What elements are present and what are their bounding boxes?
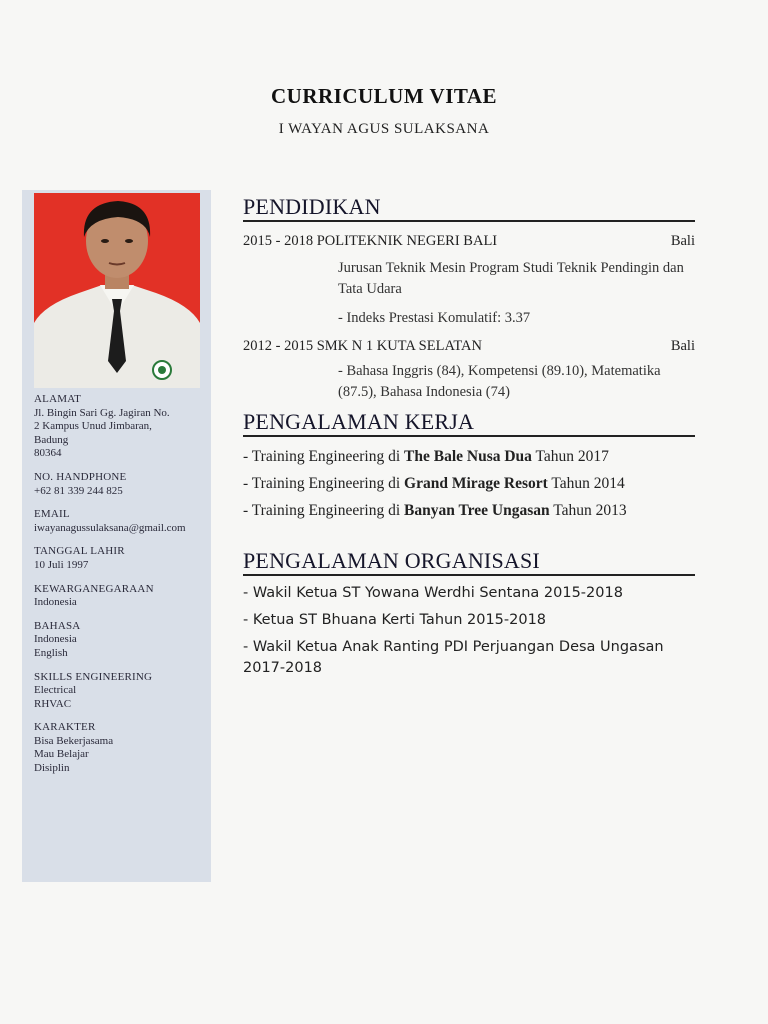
work-prefix: - Training Engineering di (243, 502, 405, 519)
main-content (243, 190, 695, 679)
education-detail: Jurusan Teknik Mesin Program Studi Teknik Pendingin dan Tata Udara (338, 260, 684, 297)
character-label: KARAKTER (34, 721, 96, 734)
education-school-line (243, 337, 482, 355)
skills-value: Electrical (34, 684, 77, 697)
work-suffix: Tahun 2013 (549, 502, 627, 519)
phone-label: NO. HANDPHONE (34, 470, 127, 483)
skills-label: SKILLS ENGINEERING (34, 670, 153, 683)
organization-heading: PENGALAMAN ORGANISASI (243, 548, 695, 576)
work-heading: PENGALAMAN KERJA (243, 409, 695, 437)
language-value: English (34, 646, 68, 659)
work-place: Banyan Tree Ungasan (404, 502, 550, 519)
education-detail: - Indeks Prestasi Komulatif: 3.37 (338, 310, 531, 326)
character-value: Disiplin (34, 762, 70, 775)
education-school: SMK N 1 KUTA SELATAN (316, 338, 482, 354)
character-block (34, 721, 209, 775)
birth-value: 10 Juli 1997 (34, 558, 89, 571)
skills-value: RHVAC (34, 697, 72, 710)
education-period: 2015 - 2018 (243, 233, 314, 249)
education-location: Bali (670, 338, 695, 354)
language-value: Indonesia (34, 633, 77, 646)
phone-value: +62 81 339 244 825 (34, 484, 123, 497)
education-heading: PENDIDIKAN (243, 194, 695, 222)
person-portrait-icon (34, 193, 200, 388)
education-period: 2012 - 2015 (243, 338, 314, 354)
work-prefix: - Training Engineering di (243, 475, 405, 492)
education-location: Bali (670, 233, 695, 249)
work-place: Grand Mirage Resort (404, 475, 548, 492)
profile-photo (34, 193, 200, 388)
education-school: POLITEKNIK NEGERI BALI (316, 233, 498, 249)
citizenship-label: KEWARGANEGARAAN (34, 582, 154, 595)
character-value: Mau Belajar (34, 748, 89, 761)
personal-info (34, 393, 209, 786)
address-block (34, 393, 209, 461)
work-section (243, 409, 695, 521)
language-label: BAHASA (34, 619, 81, 632)
organization-item: - Wakil Ketua ST Yowana Werdhi Sentana 2015-2018 (243, 585, 623, 601)
work-place: The Bale Nusa Dua (404, 448, 532, 465)
person-name: I WAYAN AGUS SULAKSANA (278, 121, 490, 137)
organization-item: - Wakil Ketua Anak Ranting PDI Perjuangan Desa Ungasan 2017-2018 (243, 639, 664, 676)
email-label: EMAIL (34, 508, 70, 521)
email-block (34, 508, 209, 535)
education-section (243, 194, 695, 403)
work-suffix: Tahun 2017 (531, 448, 609, 465)
work-item (243, 501, 695, 521)
phone-block (34, 471, 209, 498)
education-entry (243, 337, 695, 355)
birth-label: TANGGAL LAHIR (34, 545, 125, 558)
work-item (243, 474, 695, 494)
work-prefix: - Training Engineering di (243, 448, 405, 465)
organization-section (243, 548, 695, 679)
citizenship-value: Indonesia (34, 596, 77, 609)
education-entry (243, 232, 695, 250)
address-line: 2 Kampus Unud Jimbaran, (34, 420, 152, 433)
education-detail: - Bahasa Inggris (84), Kompetensi (89.10), Matematika (87.5), Bahasa Indonesia (74) (338, 363, 661, 400)
cv-title: CURRICULUM VITAE (271, 84, 497, 108)
address-line: Badung (34, 433, 69, 446)
skills-block (34, 671, 209, 712)
education-school-line (243, 232, 497, 250)
character-value: Bisa Bekerjasama (34, 734, 114, 747)
organization-item: - Ketua ST Bhuana Kerti Tahun 2015-2018 (243, 612, 547, 628)
address-line: Jl. Bingin Sari Gg. Jagiran No. (34, 406, 170, 419)
sidebar (22, 190, 211, 882)
work-item (243, 447, 695, 467)
work-suffix: Tahun 2014 (547, 475, 625, 492)
citizenship-block (34, 583, 209, 610)
email-value: iwayanagussulaksana@gmail.com (34, 521, 186, 534)
address-label: ALAMAT (34, 393, 82, 405)
address-line: 80364 (34, 447, 62, 460)
birth-block (34, 545, 209, 572)
language-block (34, 620, 209, 661)
